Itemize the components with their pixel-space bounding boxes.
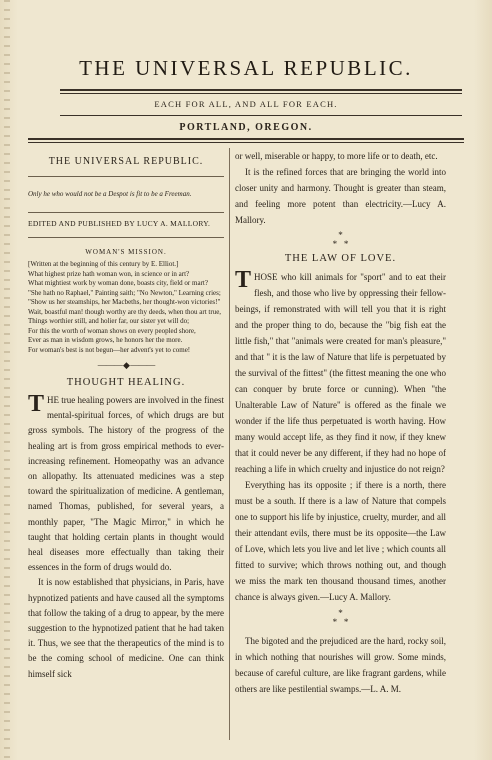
masthead-rule-thin bbox=[60, 93, 462, 94]
poem-line: "Show us her steamships, her Macbeths, her thought-won victories!" bbox=[28, 298, 221, 306]
continued-paragraph: It is the refined forces that are bringing the world into closer unity and harmony. Thought is greater than steam, and feeling more potent than electricity.—Lucy A. Mallory. bbox=[235, 167, 446, 225]
right-column bbox=[235, 148, 446, 697]
poem-body bbox=[28, 270, 224, 356]
poem-line: For this the worth of woman shows on every peopled shore, bbox=[28, 326, 196, 335]
header-rule-bottom bbox=[28, 138, 464, 140]
asterism: * * * bbox=[332, 608, 349, 627]
article-paragraph: THE true healing powers are involved in the finest mental-spiritual forces, of which drugs are but gross symbols. The history of the progress of the healing art is from gross empirical methods to ever-increasing refinement. Homeopathy was an advance on allopathy. Its attenuated medicines was a step toward the spiritualization of medicine. A gentleman, named Thomas, published, for several years, a monthly paper, "The Magic Mirror," in which he taught that holding certain plants in thought would heal diseases more effectually than taking their essences in the form of drugs would do. bbox=[28, 391, 224, 573]
editor-line: EDITED AND PUBLISHED BY LUCY A. MALLORY. bbox=[28, 219, 211, 228]
poem-line: For woman's best is not begun—her advent's yet to come! bbox=[28, 345, 191, 354]
poem-note: [Written at the beginning of this century by E. Elliot.] bbox=[28, 260, 179, 268]
poem-line: "She hath no Raphael," Painting saith; "No Newton," Learning cries; bbox=[28, 288, 221, 297]
article-title: THOUGHT HEALING. bbox=[66, 376, 186, 388]
closing-paragraph: The bigoted and the prejudiced are the hard, rocky soil, in which nothing that nourishes will grow. Some minds, because of careful culture, are like fragrant gardens, while others are like pestilential swamps.—L. A. M. bbox=[235, 636, 446, 694]
motto-rule bbox=[28, 212, 224, 213]
header-rule-bottom-thin bbox=[28, 142, 464, 143]
binding-edge bbox=[4, 0, 10, 760]
article-paragraph: Everything has its opposite ; if there is a north, there must be a south. If there is a law of Nature that compels one to support his life by injustice, cruelty, murder, and all their attendant evils, there must be its opposite—the Law of Love, which lets you live and let live ; which counts all fitted to survive; which throws nothing out, and though we miss the mark ten thousand thousand times, another chance is always given.—Lucy A. Mallory. bbox=[235, 480, 446, 602]
poem-title: WOMAN'S MISSION. bbox=[85, 247, 167, 256]
poem-line: Ever as man in wisdom grows, he honors her the more. bbox=[28, 336, 183, 344]
left-column bbox=[28, 148, 224, 682]
masthead-tagline: EACH FOR ALL, AND ALL FOR EACH. bbox=[154, 99, 338, 109]
heading-rule bbox=[28, 176, 224, 177]
poem-line: What mightiest work by woman done, boasts city, field or mart? bbox=[28, 279, 208, 287]
continued-paragraph: or well, miserable or happy, to more life or to death, etc. bbox=[235, 151, 438, 161]
article-paragraph: It is now established that physicians, in Paris, have hypnotized patients and have caused all the symptoms that follow the taking of a drug to appear, by the mere suggestion to the hypnotized patient that he had taken it. Thus, we see that the therapeutics of the mind is to be the coming school of medicine. One can think himself sick bbox=[28, 577, 224, 679]
masthead-title: THE UNIVERSAL REPUBLIC. bbox=[79, 56, 413, 80]
drop-cap: T bbox=[235, 267, 252, 293]
poem-line: Things worthier still, and holier far, our sister yet will do; bbox=[28, 317, 190, 325]
column-divider bbox=[229, 148, 230, 740]
masthead-rule-top bbox=[60, 89, 462, 91]
poem-line: Wait, boastful man! though worthy are thy deeds, when thou art true, bbox=[28, 307, 222, 316]
motto: Only he who would not be a Despot is fit to be a Freeman. bbox=[28, 189, 192, 198]
article-title: THE LAW OF LOVE. bbox=[284, 253, 397, 264]
ornament-divider: ——— ◆ ——— bbox=[97, 360, 155, 370]
article-paragraph: THOSE who kill animals for "sport" and to eat their flesh, and those who live by oppressing their fellow-beings, if remonstrated with will tell you that it is right and the proper thing to do, because the "big fish eat the little fish," that "animals were created for man's pleasure," and that " it is the law of Nature that life is perpetuated by the survival of the fittest" (the fittest meaning the one who can conquer by brute force or cunning). When "the Unalterable Law of Nature" is offered as the finale we wonder if the life thus perpetuated is worth having. How many would accept life, as they find it now, if they knew that it could never be any different, if they had no hope of reaching a life in which cruelty and injustice do not reign? bbox=[235, 267, 446, 474]
column-heading: THE UNIVERSAL REPUBLIC. bbox=[48, 156, 204, 167]
asterism: * * * bbox=[332, 230, 349, 249]
editor-rule bbox=[28, 237, 224, 238]
masthead-place: PORTLAND, OREGON. bbox=[179, 122, 313, 133]
drop-cap: T bbox=[28, 391, 45, 417]
poem-line: What highest prize hath woman won, in science or in art? bbox=[28, 269, 190, 278]
tagline-rule bbox=[60, 115, 462, 116]
